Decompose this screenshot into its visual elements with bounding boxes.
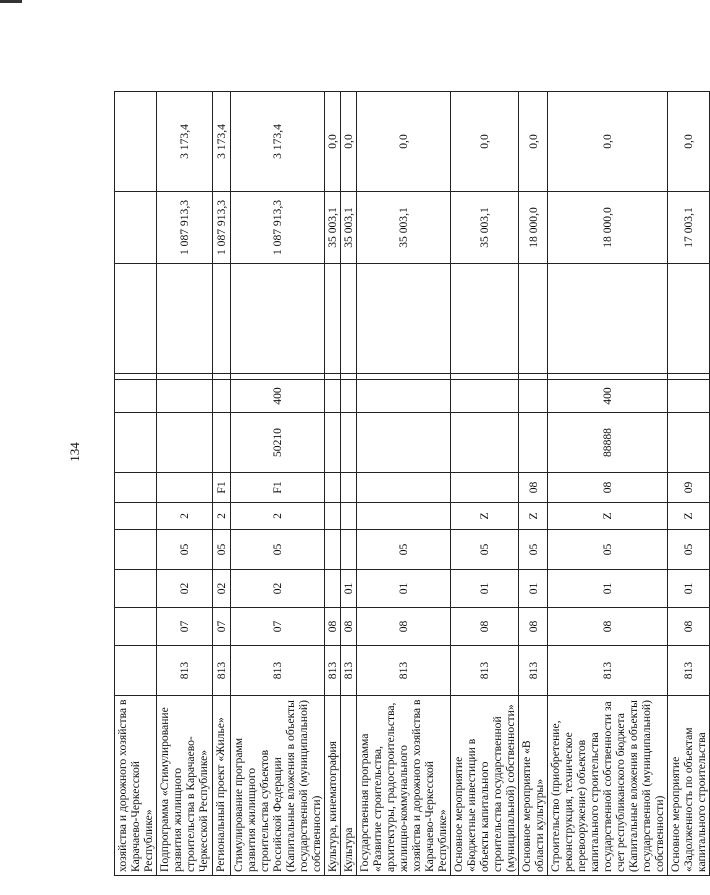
row-cell <box>157 374 213 380</box>
spacer-cell <box>668 264 710 374</box>
row-cell: Z <box>451 503 519 530</box>
table-row <box>668 92 710 876</box>
row-cell: 88888 <box>548 413 668 473</box>
row-cell: 02 <box>213 570 231 608</box>
spacer-cell <box>213 264 231 374</box>
spacer-cell <box>157 264 213 374</box>
row-cell: 18 000,0 <box>548 192 668 264</box>
spacer-cell <box>519 264 548 374</box>
row-name: Основное мероприятие «В области культуры» <box>519 696 548 876</box>
table-row <box>325 92 341 876</box>
row-cell: 0,0 <box>341 92 357 192</box>
row-cell <box>357 473 451 503</box>
row-cell <box>451 473 519 503</box>
row-cell: 05 <box>157 530 213 570</box>
row-cell: 08 <box>325 608 341 646</box>
row-cell: 05 <box>231 530 325 570</box>
budget-table <box>114 92 708 876</box>
row-cell <box>341 380 357 413</box>
table-row <box>115 92 157 876</box>
row-cell: 35 003,1 <box>325 192 341 264</box>
row-cell: F1 <box>213 473 231 503</box>
table-row <box>451 92 519 876</box>
row-name: Региональный проект «Жилье» <box>213 696 231 876</box>
scan-mark <box>0 0 22 3</box>
table-row <box>341 92 357 876</box>
row-cell: 17 003,1 <box>668 192 710 264</box>
row-cell <box>357 380 451 413</box>
table-row <box>548 92 668 876</box>
row-cell <box>115 608 157 646</box>
spacer-cell <box>451 264 519 374</box>
row-cell: 08 <box>548 473 668 503</box>
row-cell <box>213 374 231 380</box>
row-cell <box>341 374 357 380</box>
row-cell <box>325 530 341 570</box>
row-cell: 0,0 <box>451 92 519 192</box>
row-cell: 05 <box>357 530 451 570</box>
row-cell: 813 <box>548 646 668 696</box>
row-cell <box>231 374 325 380</box>
row-cell <box>451 413 519 473</box>
page-number: 134 <box>67 442 82 462</box>
row-cell: 01 <box>341 570 357 608</box>
spacer-cell <box>357 264 451 374</box>
row-cell: 07 <box>157 608 213 646</box>
row-cell <box>325 503 341 530</box>
row-cell <box>325 380 341 413</box>
row-cell: 07 <box>231 608 325 646</box>
row-cell: 0,0 <box>548 92 668 192</box>
row-cell <box>115 374 157 380</box>
row-cell: 813 <box>357 646 451 696</box>
row-cell: 0,0 <box>357 92 451 192</box>
row-name: Основное мероприятие «Задолженность по объектам капитального строительства <box>668 696 710 876</box>
spacer-cell <box>325 264 341 374</box>
row-name: Стимулирование программ развития жилищного строительства субъектов Российской Федерации (Капитальные вложения в объекты государственной (муниципальной) собственности) <box>231 696 325 876</box>
row-cell: 02 <box>157 570 213 608</box>
row-cell: 35 003,1 <box>451 192 519 264</box>
row-cell: F1 <box>231 473 325 503</box>
row-cell <box>115 570 157 608</box>
row-cell: 05 <box>213 530 231 570</box>
row-cell <box>325 473 341 503</box>
row-name: Строительство (приобретение, реконструкция, техническое перевооружение) объектов капитального строительства государственной собственности за счет республиканского бюджета (Капитальные вложения в объекты государственной (муниципальной) собственности) <box>548 696 668 876</box>
row-cell: 08 <box>668 608 710 646</box>
row-cell: 813 <box>519 646 548 696</box>
row-cell: 08 <box>451 608 519 646</box>
table-row <box>519 92 548 876</box>
row-cell: Z <box>548 503 668 530</box>
row-cell: 3 173,4 <box>157 92 213 192</box>
spacer-cell <box>115 264 157 374</box>
row-cell: Z <box>519 503 548 530</box>
row-cell: 1 087 913,3 <box>157 192 213 264</box>
row-cell <box>115 503 157 530</box>
row-cell <box>341 473 357 503</box>
row-cell: 08 <box>519 473 548 503</box>
row-cell: 08 <box>548 608 668 646</box>
row-cell <box>213 413 231 473</box>
row-cell: 08 <box>357 608 451 646</box>
spacer-cell <box>548 264 668 374</box>
row-cell: 09 <box>668 473 710 503</box>
table-row <box>213 92 231 876</box>
row-cell: 08 <box>519 608 548 646</box>
row-cell: 2 <box>157 503 213 530</box>
table-row <box>157 92 213 876</box>
row-cell <box>519 374 548 380</box>
row-cell: 813 <box>451 646 519 696</box>
row-cell <box>115 530 157 570</box>
row-cell: 813 <box>157 646 213 696</box>
row-cell <box>325 413 341 473</box>
row-cell <box>341 530 357 570</box>
row-name: Подпрограмма «Стимулирование развития жилищного строительства в Карачаево-Черкесской Республике» <box>157 696 213 876</box>
row-name: Культура <box>341 696 357 876</box>
table-row <box>231 92 325 876</box>
row-cell <box>213 380 231 413</box>
row-cell: 813 <box>668 646 710 696</box>
row-cell: 01 <box>357 570 451 608</box>
row-cell <box>157 380 213 413</box>
row-cell <box>115 92 157 192</box>
row-name: Основное мероприятие «Бюджетные инвестиции в объекты капитального строительства государственной (муниципальной) собственности» <box>451 696 519 876</box>
row-cell: 813 <box>213 646 231 696</box>
row-cell: 0,0 <box>519 92 548 192</box>
row-cell: 01 <box>668 570 710 608</box>
row-cell: 35 003,1 <box>341 192 357 264</box>
row-cell: 3 173,4 <box>213 92 231 192</box>
row-cell: 02 <box>231 570 325 608</box>
row-name: хозяйства и дорожного хозяйства в Карачаево-Черкесской Республике» <box>115 696 157 876</box>
row-cell <box>668 380 710 413</box>
row-cell: 1 087 913,3 <box>213 192 231 264</box>
row-cell: 05 <box>668 530 710 570</box>
row-cell <box>451 374 519 380</box>
row-cell <box>115 380 157 413</box>
row-cell: 813 <box>231 646 325 696</box>
row-cell <box>341 503 357 530</box>
row-cell: 2 <box>231 503 325 530</box>
row-cell <box>115 192 157 264</box>
row-cell: 50210 <box>231 413 325 473</box>
row-cell <box>451 380 519 413</box>
row-cell: 01 <box>451 570 519 608</box>
row-cell: 400 <box>231 380 325 413</box>
row-cell <box>357 374 451 380</box>
table-row <box>357 92 451 876</box>
row-cell: 813 <box>341 646 357 696</box>
row-cell <box>668 374 710 380</box>
spacer-cell <box>231 264 325 374</box>
row-cell <box>115 646 157 696</box>
row-name: Государственная программа «Развитие строительства, архитектуры, градостроительства, жилищно-коммунального хозяйства и дорожного хозяйства в Карачаево-Черкесской Республике» <box>357 696 451 876</box>
row-cell: 2 <box>213 503 231 530</box>
row-cell: 0,0 <box>668 92 710 192</box>
row-cell <box>325 570 341 608</box>
row-cell: 05 <box>548 530 668 570</box>
spacer-cell <box>341 264 357 374</box>
row-cell: 01 <box>519 570 548 608</box>
row-cell <box>668 413 710 473</box>
row-cell: 35 003,1 <box>357 192 451 264</box>
row-cell: 0,0 <box>325 92 341 192</box>
row-cell <box>519 380 548 413</box>
row-cell <box>357 413 451 473</box>
row-cell <box>357 503 451 530</box>
row-cell: 07 <box>213 608 231 646</box>
row-cell <box>325 374 341 380</box>
row-cell <box>115 413 157 473</box>
row-cell: 05 <box>519 530 548 570</box>
row-cell: 813 <box>325 646 341 696</box>
row-cell <box>157 413 213 473</box>
row-cell <box>341 413 357 473</box>
row-name: Культура, кинематография <box>325 696 341 876</box>
row-cell: 05 <box>451 530 519 570</box>
row-cell: 08 <box>341 608 357 646</box>
row-cell: 18 000,0 <box>519 192 548 264</box>
row-cell: 01 <box>548 570 668 608</box>
row-cell <box>157 473 213 503</box>
row-cell <box>548 374 668 380</box>
row-cell <box>519 413 548 473</box>
row-cell: Z <box>668 503 710 530</box>
row-cell: 400 <box>548 380 668 413</box>
row-cell: 1 087 913,3 <box>231 192 325 264</box>
row-cell <box>115 473 157 503</box>
row-cell: 3 173,4 <box>231 92 325 192</box>
